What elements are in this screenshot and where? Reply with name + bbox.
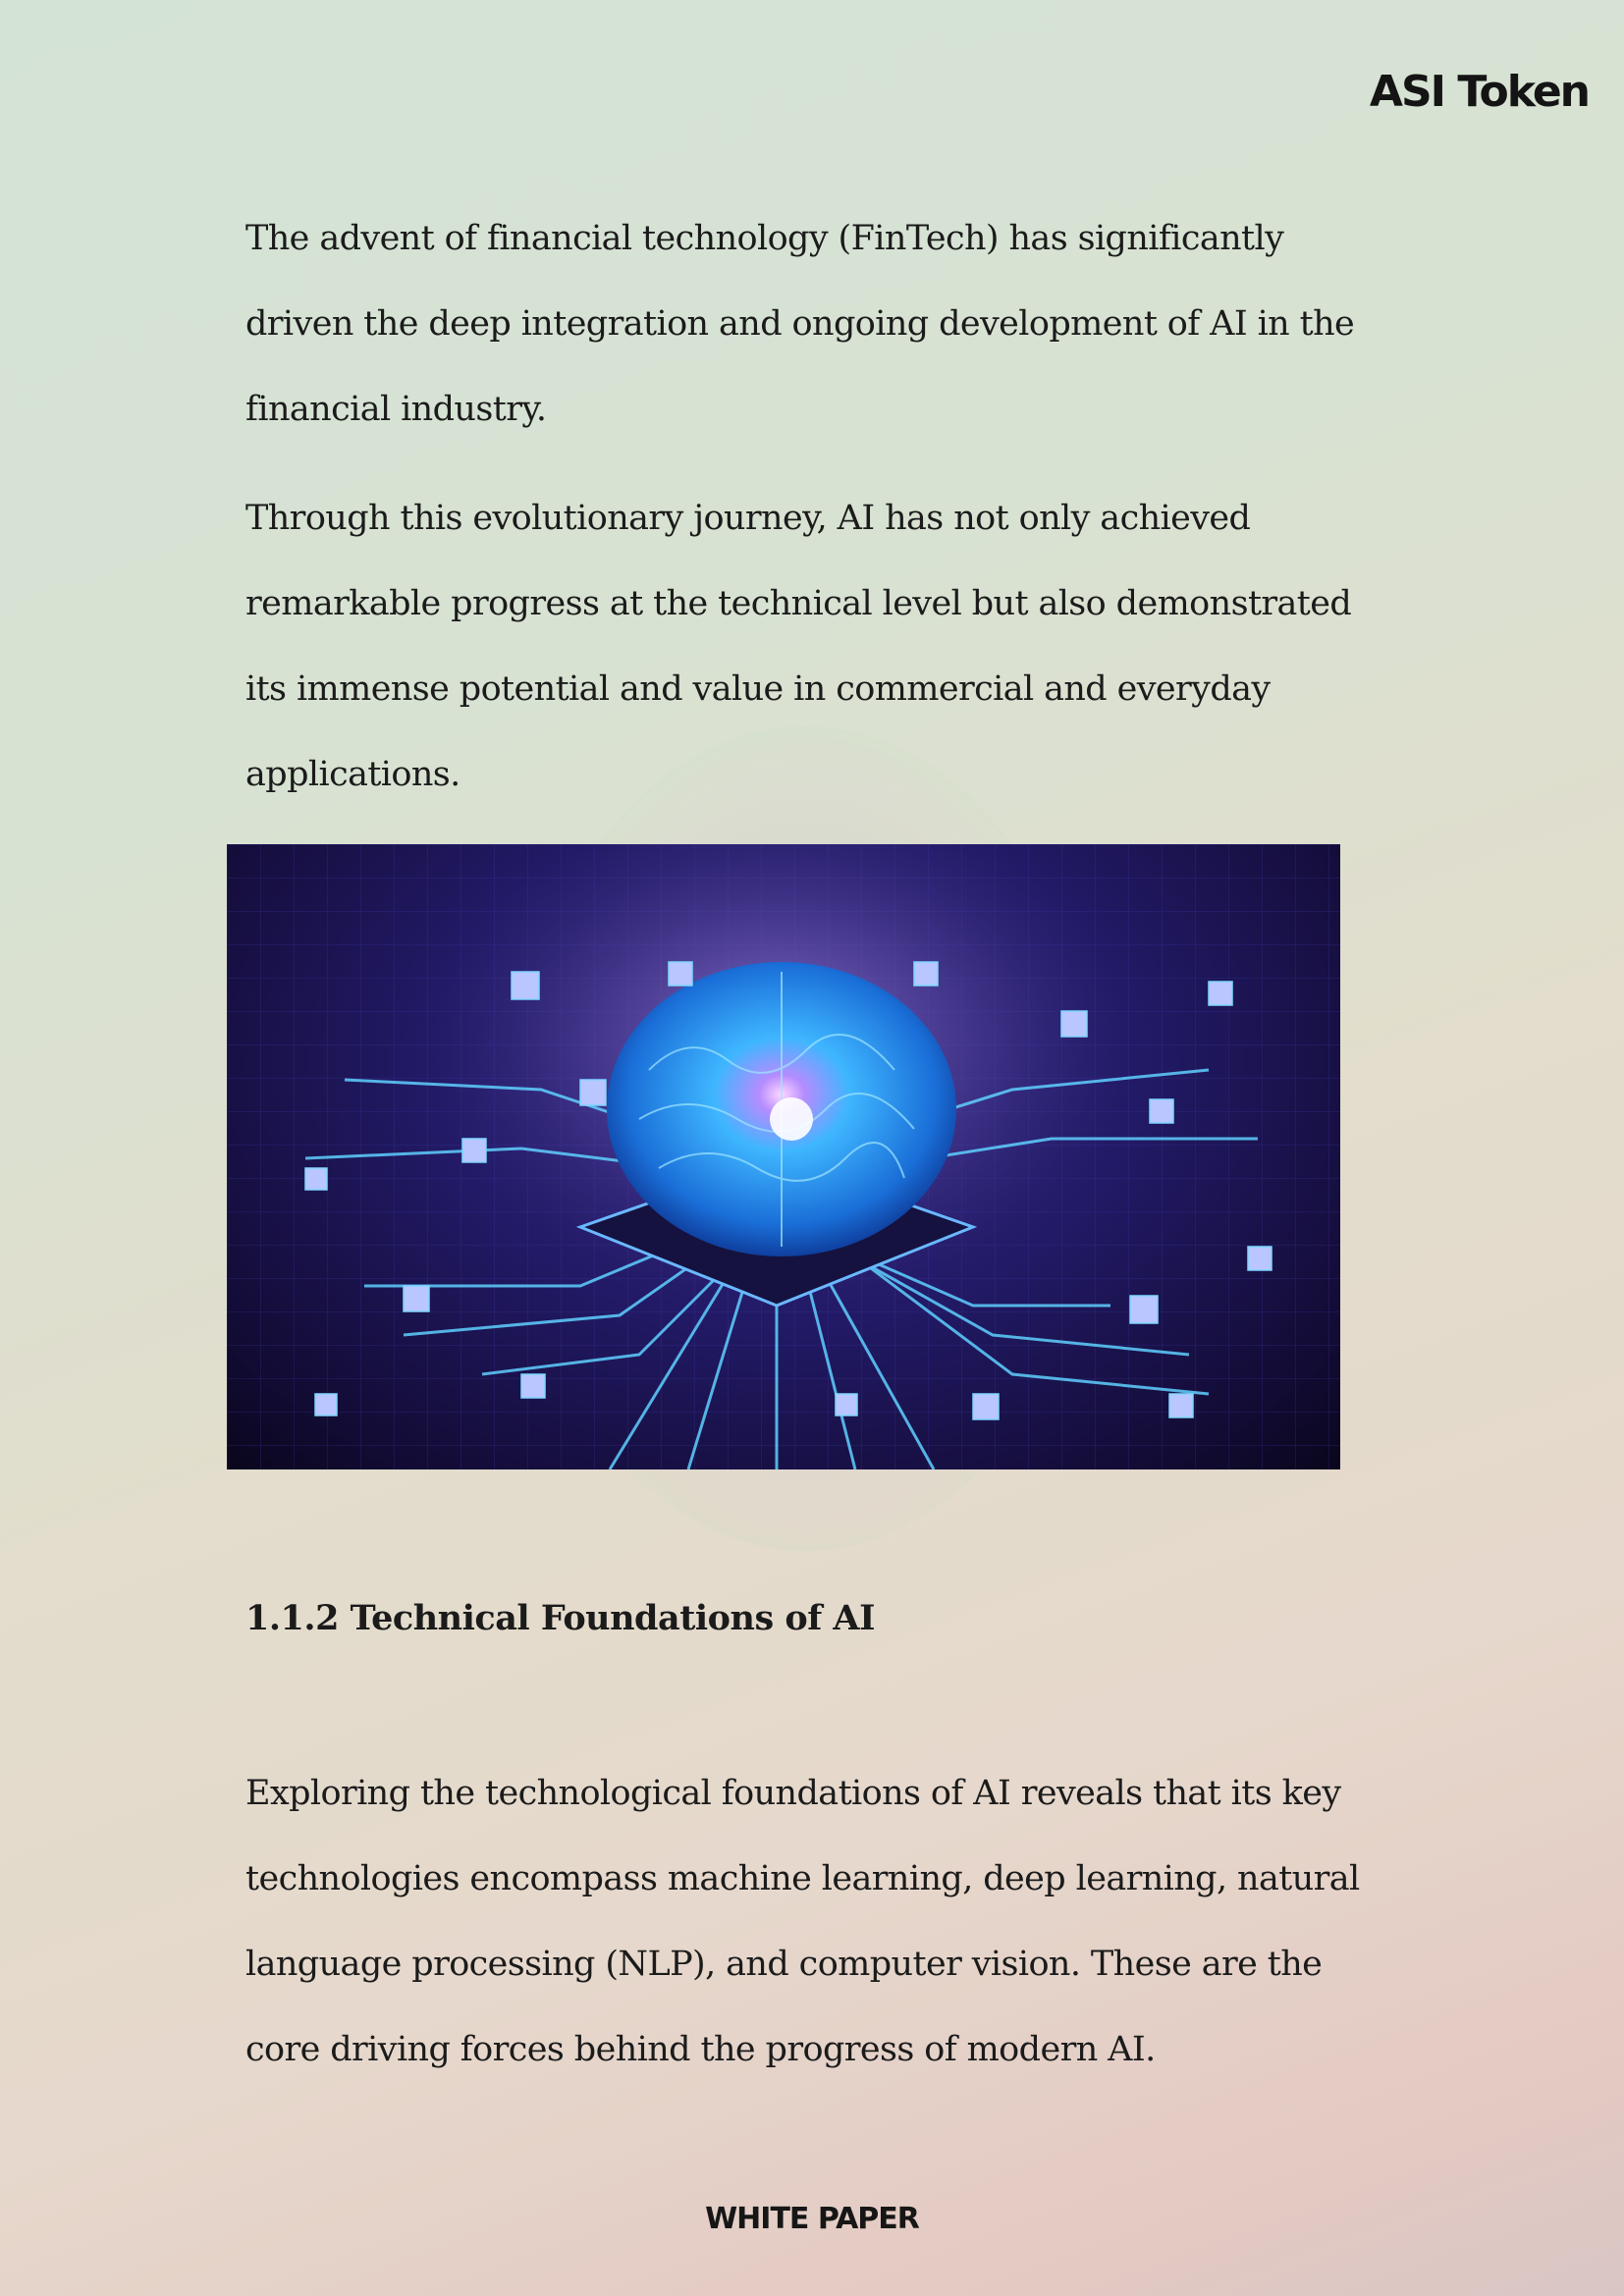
- brand-logo: ASI Token: [1369, 67, 1589, 117]
- section-heading: 1.1.2 Technical Foundations of AI: [245, 1598, 875, 1638]
- intro-text: [245, 196, 1375, 818]
- intro-paragraph-2: Through this evolutionary journey, AI has not only achieved remarkable progress at the technical level but also demonstrated its immense potential and value in commercial and everyday applications.: [245, 499, 1352, 794]
- footer-label: WHITE PAPER: [705, 2202, 919, 2236]
- brain-core-glow: [770, 1097, 813, 1141]
- circuit-brain-graphic: [227, 844, 1340, 1469]
- section-body: [245, 1751, 1375, 2093]
- ai-brain-illustration: [227, 844, 1340, 1469]
- intro-paragraph-1: The advent of financial technology (FinTech) has significantly driven the deep integration and ongoing development of AI in the financial industry.: [245, 219, 1355, 429]
- section-paragraph: Exploring the technological foundations of AI reveals that its key technologies encompass machine learning, deep learning, natural language processing (NLP), and computer vision. These are the core driving forces behind the progress of modern AI.: [245, 1774, 1360, 2069]
